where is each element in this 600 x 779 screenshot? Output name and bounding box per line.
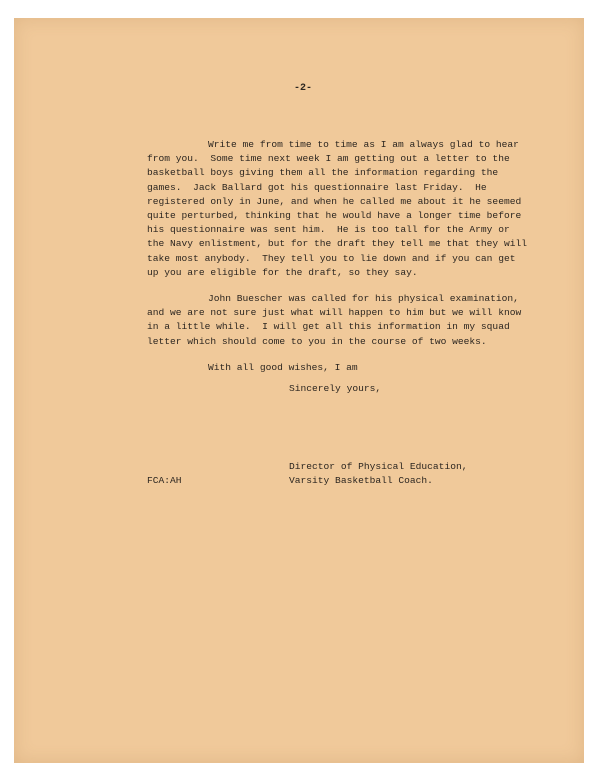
paragraph-gap xyxy=(147,349,532,361)
text-line: and we are not sure just what will happen to him but we will know xyxy=(147,307,522,319)
text-line: games. Jack Ballard got his questionnaire last Friday. He xyxy=(147,181,487,193)
text-line: Write me from time to time as I am always glad to hear xyxy=(208,139,519,150)
text-line: in a little while. I will get all this information in my squad xyxy=(147,321,510,333)
text-line: letter which should come to you in the course of two weeks. xyxy=(147,335,487,347)
text-line: up you are eligible for the draft, so they say. xyxy=(147,266,418,278)
signature-block xyxy=(289,460,467,488)
document-page xyxy=(14,18,584,763)
signature-title-line-2: Varsity Basketball Coach. xyxy=(289,475,433,487)
paragraph-1 xyxy=(147,138,532,280)
page-number: -2- xyxy=(294,83,313,94)
reference-initials: FCA:AH xyxy=(147,475,182,486)
text-line: the Navy enlistment, but for the draft they tell me that they will xyxy=(147,238,527,250)
letter-body xyxy=(147,138,532,375)
paragraph-3 xyxy=(147,361,532,375)
text-line: basketball boys giving them all the information regarding the xyxy=(147,167,499,179)
text-line: registered only in June, and when he called me about it he seemed xyxy=(147,195,522,207)
paragraph-2 xyxy=(147,292,532,349)
text-line: take most anybody. They tell you to lie down and if you can get xyxy=(147,252,516,264)
text-line: quite perturbed, thinking that he would have a longer time before xyxy=(147,210,522,222)
signature-title-line-1: Director of Physical Education, xyxy=(289,461,468,472)
paragraph-gap xyxy=(147,280,532,292)
text-line: With all good wishes, I am xyxy=(208,361,358,373)
text-line: his questionnaire was sent him. He is too tall for the Army or xyxy=(147,224,510,236)
text-line: John Buescher was called for his physical examination, xyxy=(208,293,519,305)
bleed-through-decoration xyxy=(144,118,399,132)
closing: Sincerely yours, xyxy=(289,383,382,394)
text-line: from you. Some time next week I am getting out a letter to the xyxy=(147,153,510,165)
